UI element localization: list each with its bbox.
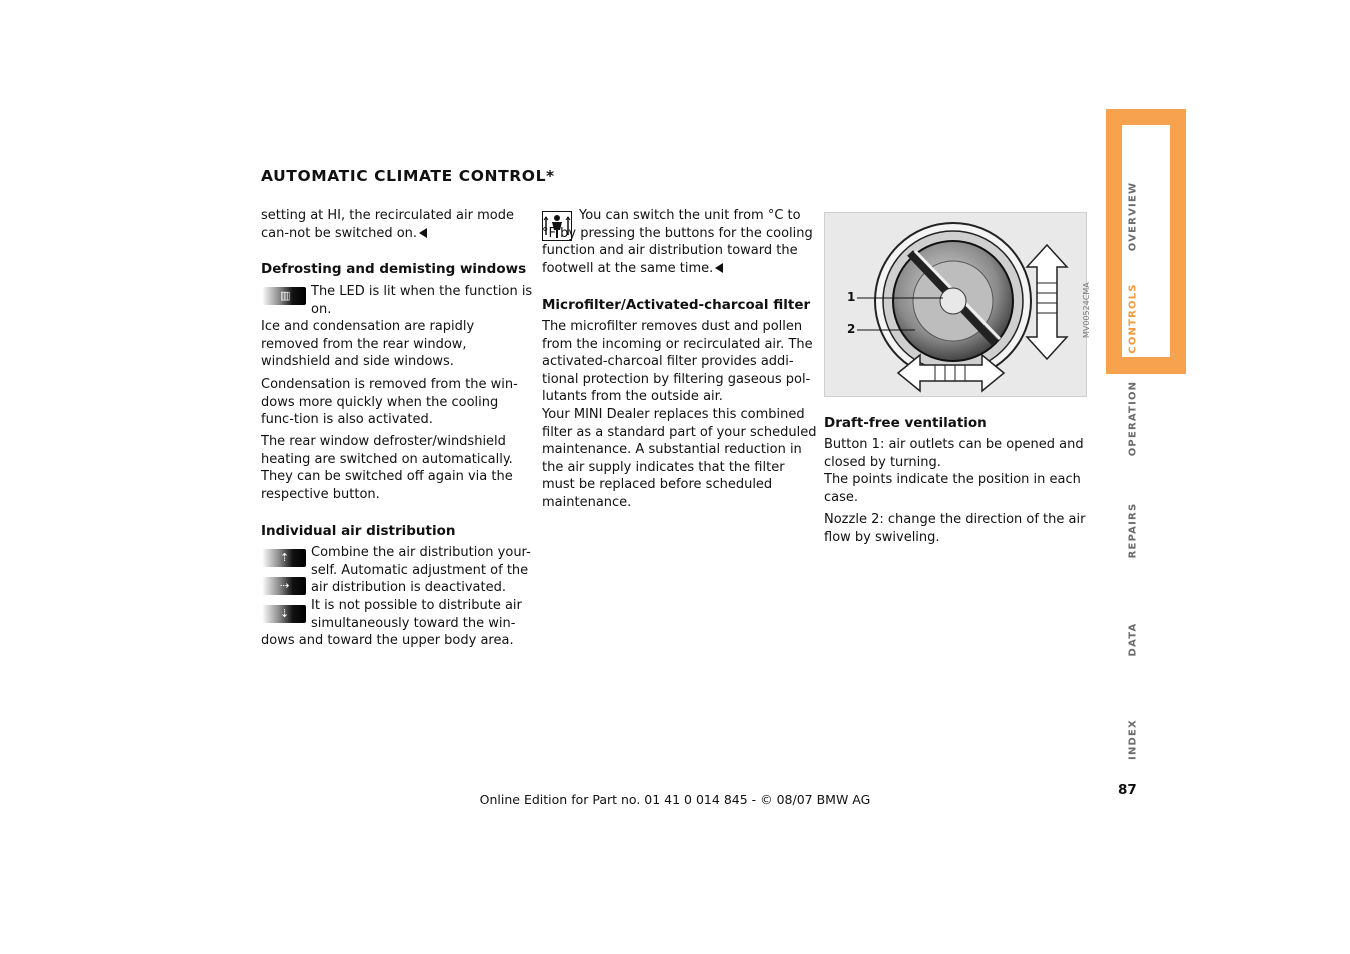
tab-data[interactable]: DATA xyxy=(1127,622,1139,657)
page-title: AUTOMATIC CLIMATE CONTROL* xyxy=(261,167,555,185)
unit-note: You can switch the unit from °C to °F by pressing the buttons for the cooling function and air distribution toward the footwell at the same time. xyxy=(542,208,813,276)
defrost-paragraph-3: The rear window defroster/windshield heating are switched on automatically. They can be switched off again via the respective button. xyxy=(261,434,513,502)
end-mark-icon xyxy=(419,228,427,238)
tab-overview[interactable]: OVERVIEW xyxy=(1127,181,1139,252)
air-distribution-icon: ⇢ xyxy=(262,577,306,595)
tab-operation[interactable]: OPERATION xyxy=(1127,380,1139,457)
rear-window-defrost-icon: ▥ xyxy=(262,287,306,305)
draft-paragraph-1: Button 1: air outlets can be opened and closed by turning. xyxy=(824,437,1084,470)
individual-text-3: dows and toward the upper body area. xyxy=(261,633,514,648)
individual-text-2: It is not possible to distribute air simultaneously toward the win- xyxy=(311,598,522,631)
tab-controls[interactable]: CONTROLS xyxy=(1127,283,1139,354)
end-mark-icon xyxy=(715,263,723,273)
draft-heading: Draft-free ventilation xyxy=(824,415,987,431)
defrost-paragraph-1: Ice and condensation are rapidly removed from the rear window, windshield and side windows. xyxy=(261,319,475,370)
page-number: 87 xyxy=(1118,782,1137,798)
figure-code: MV00524CMA xyxy=(1082,282,1091,338)
microfilter-paragraph-1: The microfilter removes dust and pollen from the incoming or recirculated air. The activated-charcoal filter provides addi-tional protection by filtering gaseous pol-lutants from the outside air. xyxy=(542,319,813,405)
tab-index[interactable]: INDEX xyxy=(1127,719,1139,760)
individual-text-1: Combine the air distribution your-self. Automatic adjustment of the air distribution is deactivated. xyxy=(311,545,531,596)
figure-label-2: 2 xyxy=(847,322,856,336)
microfilter-heading: Microfilter/Activated-charcoal filter xyxy=(542,297,811,313)
air-distribution-icon: ⇡ xyxy=(262,549,306,567)
individual-heading: Individual air distribution xyxy=(261,523,456,539)
tab-repairs[interactable]: REPAIRS xyxy=(1127,502,1139,559)
air-outlet-figure xyxy=(824,212,1087,397)
defrost-icon-text: The LED is lit when the function is on. xyxy=(311,284,533,317)
figure-label-1: 1 xyxy=(847,290,856,304)
footer-text: Online Edition for Part no. 01 41 0 014 845 - © 08/07 BMW AG xyxy=(479,792,871,807)
intro-text: setting at HI, the recirculated air mode can-not be switched on. xyxy=(261,208,514,241)
air-distribution-icon: ⇣ xyxy=(262,605,306,623)
defrost-heading: Defrosting and demisting windows xyxy=(261,261,527,277)
draft-paragraph-3: Nozzle 2: change the direction of the air flow by swiveling. xyxy=(824,512,1086,545)
draft-paragraph-2: The points indicate the position in each case. xyxy=(824,472,1081,505)
microfilter-paragraph-2: Your MINI Dealer replaces this combined filter as a standard part of your scheduled maintenance. A substantial reduction in the air supply indicates that the filter must be replaced before scheduled maintenance. xyxy=(542,407,817,510)
defrost-paragraph-2: Condensation is removed from the win-dows more quickly when the cooling func-tion is also activated. xyxy=(261,377,518,428)
